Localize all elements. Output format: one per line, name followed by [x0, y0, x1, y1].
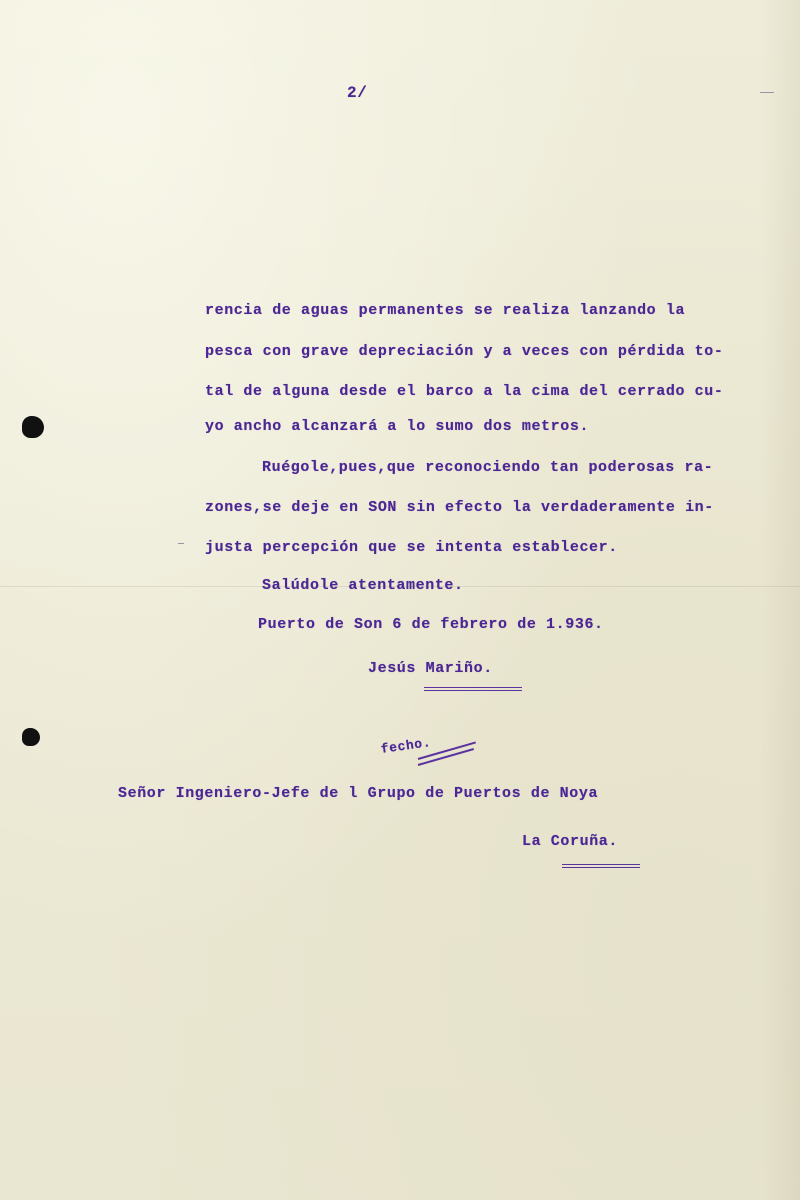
- signature-name: Jesús Mariño.: [368, 660, 493, 677]
- city-underline: [562, 864, 640, 868]
- addressee-line: Señor Ingeniero-Jefe de l Grupo de Puertos de Noya: [118, 785, 599, 802]
- margin-mark: [178, 543, 184, 544]
- body-line-4: yo ancho alcanzará a lo sumo dos metros.: [205, 418, 590, 435]
- signature-underline: [424, 687, 522, 691]
- margin-mark: [760, 92, 774, 93]
- punch-hole-icon: [22, 416, 44, 438]
- body-line-2: pesca con grave depreciación y a veces con pérdida to-: [205, 343, 724, 360]
- punch-hole-icon: [22, 728, 40, 746]
- page-number: 2/: [347, 84, 368, 102]
- place-and-date: Puerto de Son 6 de febrero de 1.936.: [258, 616, 604, 633]
- body-line-7: justa percepción que se intenta establecer.: [205, 539, 618, 556]
- addressee-city: La Coruña.: [522, 833, 619, 850]
- paper-edge-shadow: [760, 0, 800, 1200]
- body-line-1: rencia de aguas permanentes se realiza lanzando la: [205, 302, 686, 319]
- closing-salutation: Salúdole atentamente.: [262, 577, 464, 594]
- body-line-5: Ruégole,pues,que reconociendo tan poderosas ra-: [262, 459, 714, 476]
- fecho-annotation: fecho.: [379, 735, 432, 757]
- body-line-3: tal de alguna desde el barco a la cima del cerrado cu-: [205, 383, 724, 400]
- body-line-6: zones,se deje en SON sin efecto la verdaderamente in-: [205, 499, 714, 516]
